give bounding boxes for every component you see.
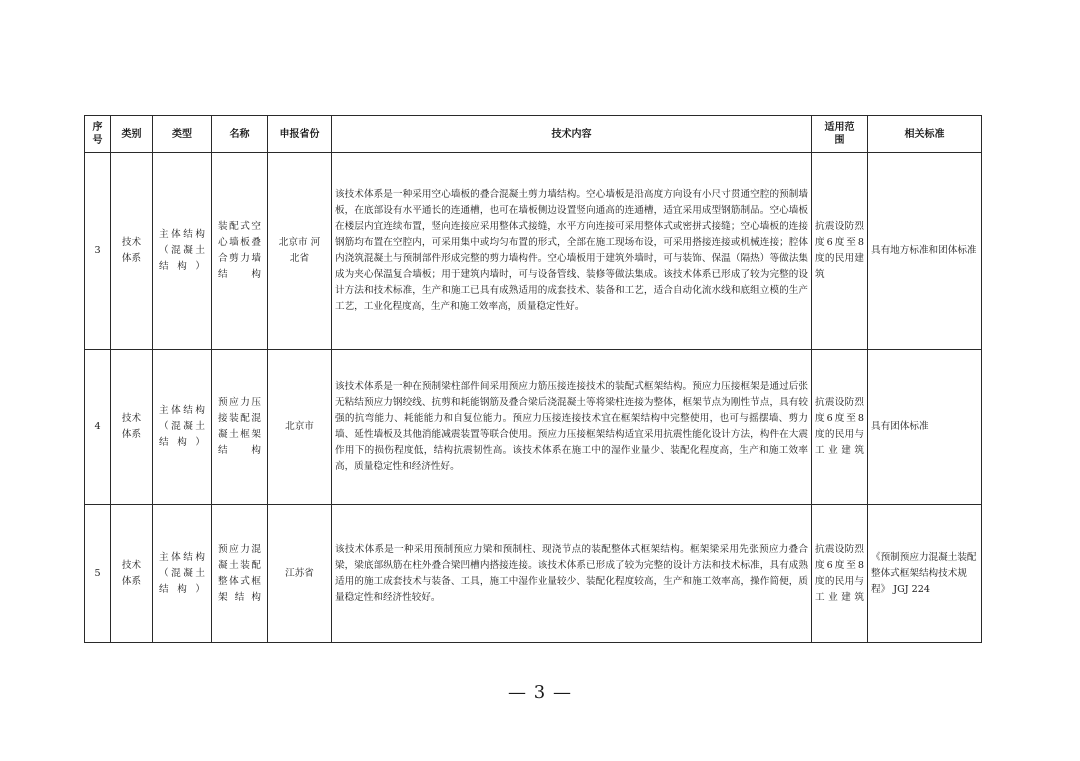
- row-seq: 5: [85, 505, 111, 643]
- row-scope: 抗震设防烈度6度至8度的民用与工业建筑: [812, 350, 868, 505]
- row-seq: 4: [85, 350, 111, 505]
- page-number: — 3 —: [508, 682, 572, 703]
- header-standard: 相关标准: [868, 116, 982, 153]
- header-name: 名称: [212, 116, 268, 153]
- row-tech-content: 该技术体系是一种采用空心墙板的叠合混凝土剪力墙结构。空心墙板是沿高度方向设有小尺寸贯通空腔的预制墙板，在底部设有水平通长的连通槽，也可在墙板侧边设置竖向通高的连通槽，适宜采用成型钢筋制品。空心墙板在楼层内宜连续布置，竖向连接应采用整体式接缝，水平方向连接可采用整体式或密拼式接缝；空心墙板的连接钢筋均布置在空腔内，可采用集中或均匀布置的形式，全部在施工现场布设，可采用搭接连接或机械连接；腔体内浇筑混凝土与预制部件形成完整的剪力墙构件。空心墙板用于建筑外墙时，可与装饰、保温（隔热）等做法集成为夹心保温复合墙板；用于建筑内墙时，可与设备管线、装修等做法集成。该技术体系已形成了较为完整的设计方法和技术标准，生产和施工已具有成熟适用的成套技术、装备和工艺，适合自动化流水线和底组立模的生产工艺，工业化程度高，生产和施工效率高，质量稳定性好。: [332, 153, 812, 350]
- row-standard: 具有地方标准和团体标准: [868, 153, 982, 350]
- row-type: 主体结构（混凝土结构）: [153, 153, 212, 350]
- row-type: 主体结构（混凝土结构）: [153, 350, 212, 505]
- table-row: [85, 505, 982, 643]
- table-row: [85, 153, 982, 350]
- row-type: 主体结构（混凝土结构）: [153, 505, 212, 643]
- row-name: 预应力压接装配混凝土框架结构: [212, 350, 268, 505]
- row-standard: 《预制预应力混凝土装配整体式框架结构技术规程》 JGJ 224: [868, 505, 982, 643]
- header-type: 类型: [153, 116, 212, 153]
- row-name: 预应力混凝土装配整体式框架结构: [212, 505, 268, 643]
- row-province: 北京市 河北省: [268, 153, 332, 350]
- row-category: 技术体系: [111, 350, 153, 505]
- header-category: 类别: [111, 116, 153, 153]
- table-header-row: [85, 116, 982, 153]
- header-seq: 序号: [85, 116, 111, 153]
- header-scope: 适用范围: [812, 116, 868, 153]
- row-scope: 抗震设防烈度6度至8度的民用建筑: [812, 153, 868, 350]
- row-seq: 3: [85, 153, 111, 350]
- table-row: [85, 350, 982, 505]
- row-province: 江苏省: [268, 505, 332, 643]
- row-standard: 具有团体标准: [868, 350, 982, 505]
- header-province: 申报省份: [268, 116, 332, 153]
- row-province: 北京市: [268, 350, 332, 505]
- row-category: 技术体系: [111, 153, 153, 350]
- header-tech: 技术内容: [332, 116, 812, 153]
- technology-table: [84, 115, 982, 643]
- row-name: 装配式空心墙板叠合剪力墙结构: [212, 153, 268, 350]
- row-category: 技术体系: [111, 505, 153, 643]
- row-tech-content: 该技术体系是一种在预制梁柱部件间采用预应力筋压接连接技术的装配式框架结构。预应力压接框架是通过后张无粘结预应力钢绞线、抗剪和耗能钢筋及叠合梁后浇混凝土等将梁柱连接为整体，框架节点为刚性节点，具有较强的抗弯能力、耗能能力和自复位能力。预应力压接连接技术宜在框架结构中完整使用，也可与摇摆墙、剪力墙、延性墙板及其他消能减震装置等联合使用。预应力压接框架结构适宜采用抗震性能化设计方法，构件在大震作用下的损伤程度低，结构抗震韧性高。该技术体系在施工中的湿作业量少、装配化程度高，生产和施工效率高，质量稳定性和经济性好。: [332, 350, 812, 505]
- row-tech-content: 该技术体系是一种采用预制预应力梁和预制柱、现浇节点的装配整体式框架结构。框架梁采用先张预应力叠合梁，梁底部纵筋在柱外叠合梁凹槽内搭接连接。该技术体系已形成了较为完整的设计方法和技术标准，具有成熟适用的施工成套技术与装备、工具，施工中湿作业量较少、装配化程度较高，生产和施工效率高，操作简便，质量稳定性和经济性较好。: [332, 505, 812, 643]
- row-scope: 抗震设防烈度6度至8度的民用与工业建筑: [812, 505, 868, 643]
